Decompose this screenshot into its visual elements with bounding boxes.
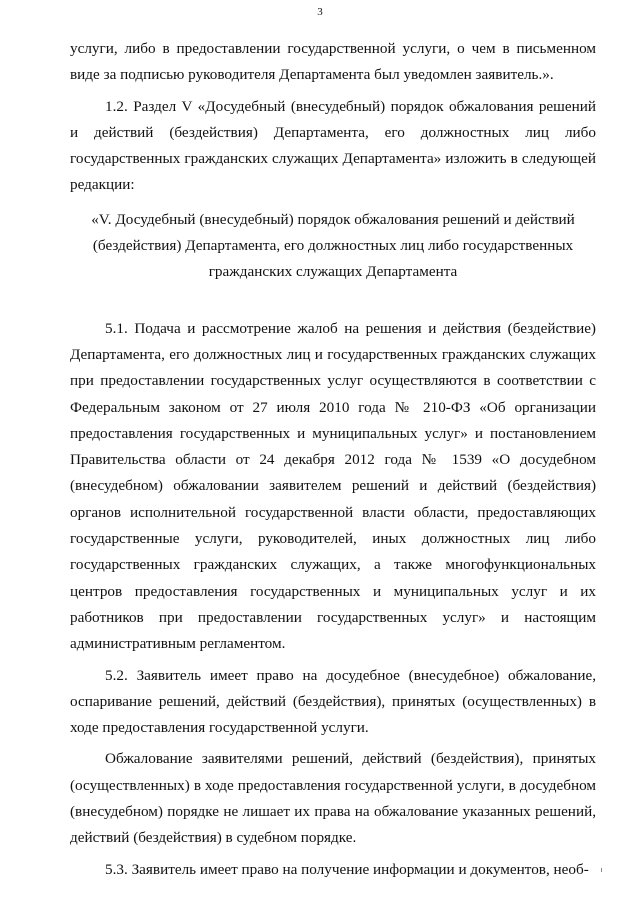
scan-mark xyxy=(601,868,602,872)
document-body xyxy=(70,36,596,883)
paragraph-5-2-appeal: Обжалование заявителями решений, действий (бездействия), принятых (осуществленных) в ходе предоставления государственной услуги, в досудебном (внесудебном) порядке не лишает их права на обжалование указанных решений, действий (бездействия) в судебном порядке. xyxy=(70,750,596,847)
paragraph-5-3: 5.3. Заявитель имеет право на получение информации и документов, необ- xyxy=(105,860,589,878)
page-number: 3 xyxy=(317,6,323,18)
paragraph-5-1: 5.1. Подача и рассмотрение жалоб на решения и действия (бездействие) Департамента, его должностных лиц и государственных гражданских служащих при предоставлении государственных услуг осуществляются в соответствии с Федеральным законом от 27 июля 2010 года № 210-ФЗ «Об организации предоставления государственных и муниципальных услуг» и постановлением Правительства области от 24 декабря 2012 года № 1539 «О досудебном (внесудебном) обжаловании заявителем решений и действий (бездействия) органов исполнительной государственной власти области, предоставляющих государственные услуги, руководителей, иных должностных лиц либо государственных гражданских служащих, а также многофункциональных центров предоставления государственных и муниципальных услуг и их работников при предоставлении государственных услуг» и настоящим административным регламентом. xyxy=(70,319,596,653)
scan-marks xyxy=(601,868,603,878)
paragraph-5-2: 5.2. Заявитель имеет право на досудебное (внесудебное) обжалование, оспаривание решений, действий (бездействия), принятых (осуществленных) в ходе предоставления государственной услуги. xyxy=(70,666,596,737)
paragraph-continuation: услуги, либо в предоставлении государственной услуги, о чем в письменном виде за подписью руководителя Департамента был уведомлен заявитель.». xyxy=(70,40,596,84)
paragraph-1-2: 1.2. Раздел V «Досудебный (внесудебный) порядок обжалования решений и действий (бездействия) Департамента, его должностных лиц либо государственных гражданских служащих Департамента» изложить в следующей редакции: xyxy=(70,97,596,194)
section-heading: «V. Досудебный (внесудебный) порядок обжалования решений и действий (бездействия) Департамента, его должностных лиц либо государственных гражданских служащих Департамента xyxy=(91,210,575,281)
